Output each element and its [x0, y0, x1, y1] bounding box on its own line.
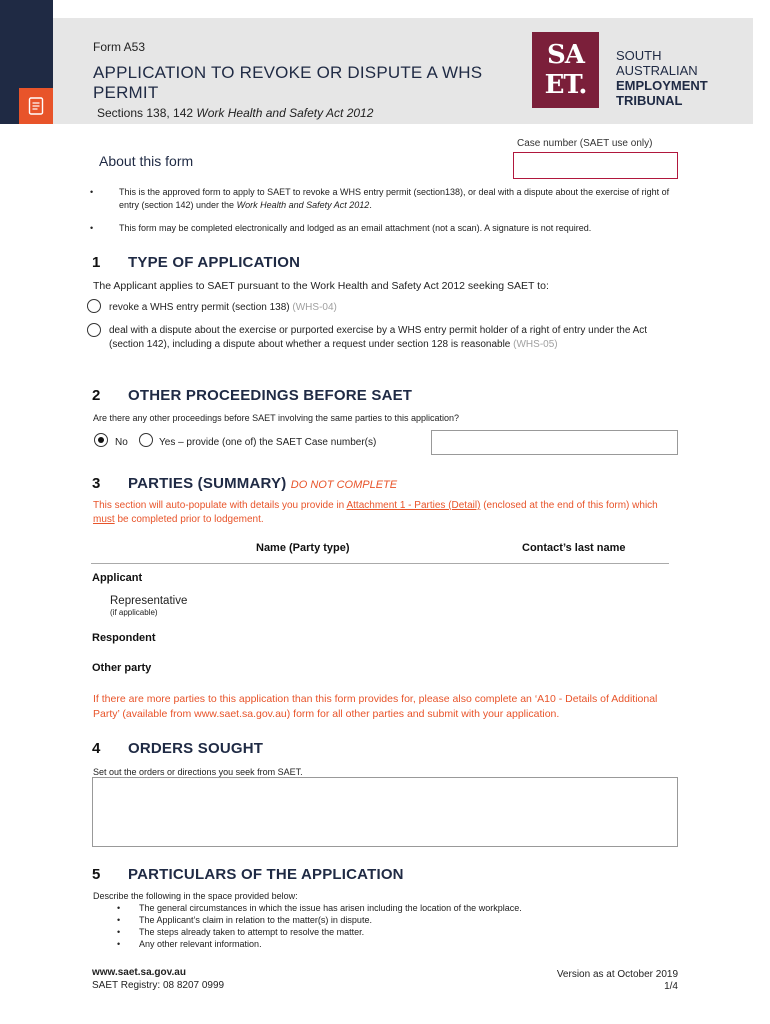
footer-version-block: [520, 969, 678, 993]
form-code: Form A53: [93, 40, 146, 54]
section-5-list: [117, 902, 522, 950]
section-3-must: must: [93, 514, 115, 525]
section-4-number: 4: [92, 740, 101, 757]
bullet-marker: •: [90, 187, 94, 197]
section-2-number: 2: [92, 387, 101, 404]
radio-yes-label: Yes – provide (one of) the SAET Case number(s): [159, 437, 377, 448]
about-bullet-1-text: This is the approved form to apply to SAET to revoke a WHS entry permit (section138), or deal with a dispute about the exercise of right of entry (section 142) under the: [119, 187, 670, 210]
option-dispute-text: deal with a dispute about the exercise or purported exercise by a WHS entry permit holder of a right of entry under the Act (section 142), including a dispute about whether a request under section 128 is reasonable: [109, 325, 648, 350]
form-title: APPLICATION TO REVOKE OR DISPUTE A WHS PERMIT: [93, 63, 483, 102]
column-contact-last-name: Contact’s last name: [522, 542, 626, 554]
footer-website[interactable]: www.saet.sa.gov.au: [92, 967, 186, 978]
saet-logo-text: [616, 48, 708, 108]
case-number-field[interactable]: [513, 152, 678, 179]
option-revoke-text: revoke a WHS entry permit (section 138): [109, 302, 293, 313]
radio-deal-dispute[interactable]: [87, 323, 101, 337]
subtitle-sections: Sections 138, 142: [97, 106, 197, 120]
form-subtitle: [97, 106, 373, 120]
logo-line2: AUSTRALIAN: [616, 63, 698, 78]
option-dispute-label: [109, 324, 669, 352]
section-5-number: 5: [92, 866, 101, 883]
section-4-title: ORDERS SOUGHT: [128, 740, 264, 757]
party-respondent-label: Respondent: [92, 632, 156, 644]
subtitle-act: Work Health and Safety Act 2012: [196, 106, 374, 120]
list-item: • The steps already taken to attempt to resolve the matter.: [117, 926, 522, 938]
about-title: About this form: [99, 153, 194, 169]
orders-sought-textarea[interactable]: [92, 777, 678, 847]
section-5-instruction: Describe the following in the space provided below:: [93, 891, 298, 901]
section-1-number: 1: [92, 254, 101, 271]
about-bullet-1-act: Work Health and Safety Act 2012: [236, 200, 370, 210]
section-3-title-text: PARTIES (SUMMARY): [128, 475, 291, 492]
section-2-question: Are there any other proceedings before SAET involving the same parties to this application?: [93, 413, 460, 423]
section-3-number: 3: [92, 475, 101, 492]
radio-revoke-permit[interactable]: [87, 299, 101, 313]
bullet-marker: •: [90, 223, 94, 233]
section-3-intro-text: This section will auto-populate with details you provide in: [93, 500, 347, 511]
section-5-title: PARTICULARS OF THE APPLICATION: [128, 866, 404, 883]
option-revoke-label: [109, 301, 337, 315]
more-parties-note: If there are more parties to this application than this form provides for, please also complete an ‘A10 - Details of Additional Party’ (available from www.saet.sa.gov.au) form for all other parties and submit with your application.: [93, 693, 658, 720]
radio-no[interactable]: [94, 433, 108, 447]
logo-mark-line2: ET.: [544, 70, 587, 100]
column-name-party-type: Name (Party type): [256, 542, 350, 554]
party-representative-label: Representative: [110, 595, 188, 607]
footer-version: Version as at October 2019: [556, 969, 678, 980]
case-number-label: Case number (SAET use only): [517, 138, 653, 149]
section-4-instruction: Set out the orders or directions you seek from SAET.: [93, 767, 303, 777]
parties-divider: [91, 563, 669, 564]
document-tab: [19, 88, 53, 124]
attachment-1-link[interactable]: Attachment 1 - Parties (Detail): [346, 500, 481, 511]
party-representative-note: (if applicable): [110, 608, 158, 617]
section-3-intro-end: be completed prior to lodgement.: [114, 514, 264, 525]
footer-page: 1/4: [664, 981, 678, 992]
section-1-title: TYPE OF APPLICATION: [128, 254, 301, 271]
saet-logo-mark: [532, 32, 599, 108]
about-bullet-1: [119, 186, 679, 212]
logo-mark-line1: SA: [547, 40, 584, 70]
section-3-note: DO NOT COMPLETE: [290, 479, 398, 491]
list-item: • Any other relevant information.: [117, 938, 522, 950]
party-other-label: Other party: [92, 662, 152, 674]
about-bullet-1-end: .: [369, 200, 372, 210]
section-3-intro-middle: (enclosed at the end of this form) which: [480, 500, 658, 511]
logo-line1: SOUTH: [616, 48, 662, 63]
option-revoke-code: (WHS-04): [292, 302, 337, 313]
saet-case-number-input[interactable]: [431, 430, 678, 455]
document-icon: [28, 97, 44, 115]
list-item: • The general circumstances in which the issue has arisen including the location of the workplace.: [117, 902, 522, 914]
party-applicant-label: Applicant: [92, 572, 143, 584]
section-2-title: OTHER PROCEEDINGS BEFORE SAET: [128, 387, 413, 404]
section-3-title: [128, 475, 397, 492]
logo-line4: TRIBUNAL: [616, 93, 683, 108]
section-1-intro: The Applicant applies to SAET pursuant to the Work Health and Safety Act 2012 seeking SAET to:: [93, 280, 549, 292]
option-dispute-code: (WHS-05): [513, 339, 558, 350]
footer-contact: [92, 966, 224, 992]
radio-yes[interactable]: [139, 433, 153, 447]
list-item: • The Applicant’s claim in relation to the matter(s) in dispute.: [117, 914, 522, 926]
logo-line3: EMPLOYMENT: [616, 78, 708, 93]
radio-no-label: No: [115, 437, 128, 448]
section-3-intro: [93, 499, 673, 527]
footer-registry: SAET Registry: 08 8207 0999: [92, 980, 225, 991]
about-bullet-2: This form may be completed electronically and lodged as an email attachment (not a scan). A signature is not required.: [119, 223, 592, 233]
